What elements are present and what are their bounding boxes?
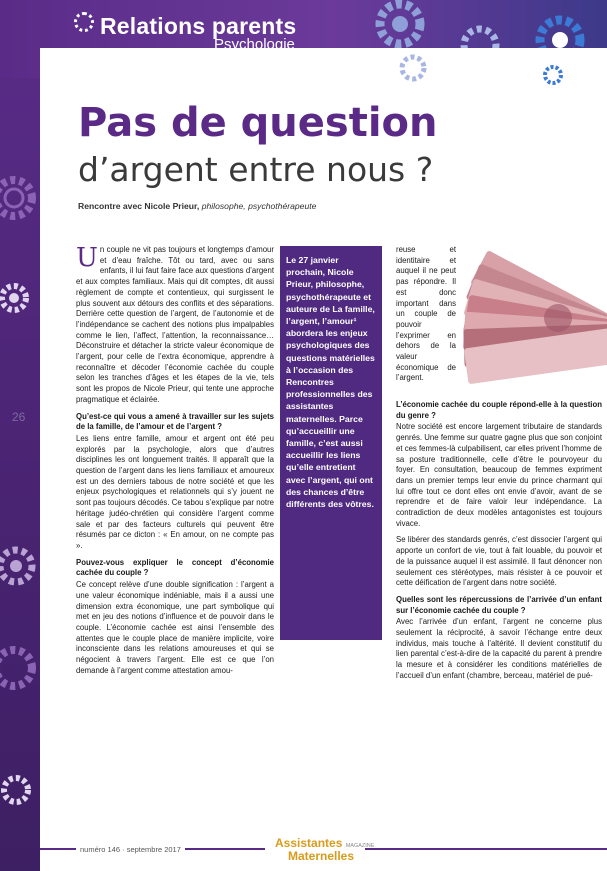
section-subrubric: Psychologie — [214, 36, 295, 53]
column-3 — [396, 400, 602, 688]
intro-paragraph — [76, 245, 274, 406]
gear-decor-icon — [0, 278, 34, 318]
question-1: Qu’est-ce qui vous a amené à travailler sur les sujets de la famille, de l’amour et de l’argent ? — [76, 411, 274, 432]
answer-1: Les liens entre famille, amour et argent ont été peu explorés par la psychologie, alors que d’autres disciplines les ont longuement traités. Il apparaît que la question de l’argent dans les liens familiaux et amoureux est un des derniers tabous de notre société et que les enjeux psychologiques et relationnels qui s’y jouent ne sont pas toujours décodés. Ce tabou s’explique par notre héritage judéo-chrétien qui considère l’argent comme sale et par des facteurs culturels qui peuvent être résumés par ce dicton : « En amour, on ne compte pas ». — [76, 433, 274, 550]
question-4: Quelles sont les répercussions de l’arrivée d’un enfant sur l’économie cachée du couple ? — [396, 594, 602, 615]
column-1 — [76, 245, 274, 682]
side-decor-band — [0, 0, 40, 871]
logo-line-2: Maternelles — [288, 849, 355, 863]
drop-cap: U — [76, 243, 98, 273]
answer-4: Avec l’arrivée d’un enfant, l’argent ne concerne plus seulement la réciprocité, à savoir l’échange entre deux individus, mais touche à l’altérité. Il devient constitutif du lien parental c’est-à-dire de la capacité du parent à prendre la mesure et à considérer les conditions matérielles de l’accueil d’un enfant (chambre, berceau, matériel de pué- — [396, 617, 602, 680]
gear-decor-icon — [0, 170, 42, 226]
logo-small-text: MAGAZINE — [345, 843, 375, 849]
answer-2: Ce concept relève d’une double signification : l’argent a une valeur économique indéniable, mais il a aussi une dimension extra économique, une part symbolique qui met en jeu des notions d’influence et de pouvoir dans le couple. L’économie cachée est ainsi l’ensemble des attentes que le couple place de manière implicite, voire inconsciente dans les relations amoureuses et qui se négocient à travers l’argent. Elle est ce que l’on demande à l’argent comme attestation amou- — [76, 580, 274, 675]
article-byline — [78, 201, 316, 211]
gear-icon — [74, 12, 94, 32]
article-subtitle: d’argent entre nous ? — [78, 150, 434, 189]
event-callout-box: Le 27 janvier prochain, Nicole Prieur, philosophe, psychothérapeute et auteure de La famille, l’argent, l’amour¹ abordera les enjeux psychologiques des questions matérielles à l’occasion des Rencontres professionnelles des assistantes maternelles. Parce qu’accueillir une famille, c’est aussi accueillir les liens qu’elle entretient avec l’argent, qui ont des chances d’être différents des vôtres. — [280, 246, 382, 640]
question-2: Pouvez-vous expliquer le concept d’économie cachée du couple ? — [76, 557, 274, 578]
byline-role: philosophe, psychothérapeute — [201, 201, 317, 211]
logo-line-1: Assistantes — [275, 836, 343, 850]
rubric-label: Relations parents — [100, 13, 297, 39]
question-3: L’économie cachée du couple répond-elle à la question du genre ? — [396, 400, 602, 420]
footer-rule — [365, 848, 607, 850]
intro-text: n couple ne vit pas toujours et longtemps d’amour et d’eau fraîche. Tôt ou tard, avec ou sans enfants, il lui faut faire face aux questions d’argent et aux comptes familiaux. Mais qui dit comptes, dit aussi règlement de compte et contentieux, qui surgissent le plus souvent aux détours des conflits et des séparations. Derrière cette question de l’argent, de l’autonomie et de l’indépendance se cachent des notions plus impalpables comme le lien, l’affect, l’attention, la reconnaissance… Déconstruire et détacher la stricte valeur économique de l’argent, pour celle de l’extra économique, apprendre à reconnaître et décoder l’économie cachée du couple selon les tranches d’âges et les étapes de la vie, tels sont les propos de Nicole Prieur, qui tente une approche pragmatique et éclairée. — [76, 245, 274, 404]
magazine-logo — [275, 836, 374, 850]
gear-decor-icon — [0, 640, 42, 696]
issue-info: numéro 146 · septembre 2017 — [76, 845, 185, 854]
banknotes-illustration — [458, 248, 607, 400]
gear-decor-icon — [0, 770, 36, 810]
column-3-top: reuse et identitaire et auquel il ne peut pas répondre. Il est donc important dans un couple de pouvoir l’exprimer en dehors de la valeur économique de l’argent. — [396, 245, 456, 383]
gear-decor-icon — [370, 0, 430, 54]
answer-3b: Se libérer des standards genrés, c’est dissocier l’argent qui apporte un confort de vie, tout à fait louable, du pouvoir et de la puissance auquel il est assimilé. Il faut dénoncer non seulement ces stéréotypes, mais résister à ce pouvoir et cette déification de l’argent dans notre société. — [396, 535, 602, 588]
byline-lead: Rencontre avec Nicole Prieur, — [78, 201, 200, 211]
gear-decor-icon — [395, 50, 431, 86]
article-title: Pas de question — [78, 100, 438, 146]
page-number: 26 — [12, 410, 26, 424]
answer-3: Notre société est encore largement tributaire de standards genrés. Une femme sur quatre gagne plus que son conjoint et ces femmes-là culpabilisent, car elles privent l’homme de sa posture traditionnelle, celle d’être le pourvoyeur du foyer. En consultation, beaucoup de femmes expriment dans un premier temps leur envie du prince charmant qui lui offre tout ce dont elles ont envie d’avoir, avant de se reprendre et de faire valoir leur indépendance. La contradiction de deux modèles antagonistes est toujours vivace. — [396, 422, 602, 528]
gear-decor-icon — [0, 540, 42, 592]
gear-decor-icon — [540, 62, 566, 88]
